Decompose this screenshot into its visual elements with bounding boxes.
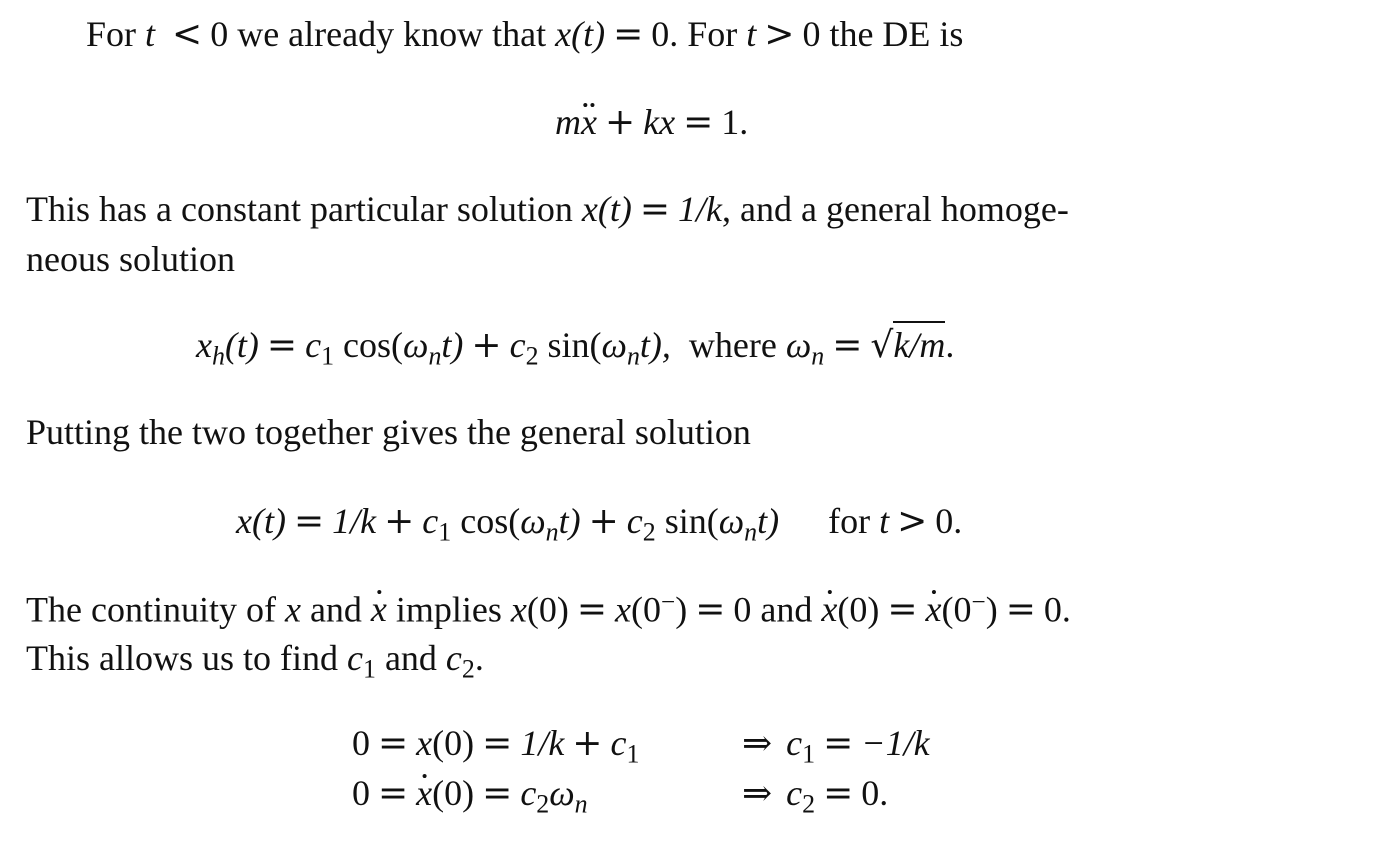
op-eq: = (613, 14, 644, 55)
paren-open: ( (508, 501, 521, 541)
implication-2 (742, 775, 888, 817)
text-b: , and a general homoge- (722, 189, 1069, 229)
sub-n: n (428, 341, 442, 371)
paren-close: ) (675, 589, 688, 630)
var-c1-2: c (786, 723, 803, 763)
var-x: x (555, 14, 572, 54)
text-a: This has a constant particular solution (26, 189, 573, 229)
var-t-2: t (746, 14, 757, 54)
text-and-2: and (384, 638, 437, 678)
var-xdot-2: • x (821, 591, 837, 627)
value: 1/k (332, 501, 377, 541)
var-xdot: • x (416, 775, 432, 811)
text-continuity: The continuity of (26, 589, 276, 630)
paragraph-4-line-1 (26, 589, 1071, 631)
var-omega: ω (403, 325, 429, 365)
var-m: m (555, 102, 581, 142)
sub-1: 1 (321, 341, 335, 371)
op-plus-2: + (588, 501, 619, 542)
paren-t: (t) (224, 325, 259, 365)
text-zero: 0 (210, 14, 229, 54)
var-kx: kx (643, 102, 676, 142)
op-eq-3: = (823, 773, 854, 814)
var-c1: c (610, 723, 627, 763)
var-c1: c (305, 325, 322, 365)
paragraph-2-line-1 (26, 191, 1069, 228)
arrow-2: ⇒ (742, 773, 773, 814)
text-zero-end: 0. For (651, 14, 738, 54)
var-omega-3: ω (785, 325, 812, 365)
op-eq: = (266, 325, 298, 366)
op-eq-2: = (482, 773, 513, 814)
row1-result: −1/k (861, 723, 930, 763)
sup-minus-2: − (971, 589, 986, 616)
op-eq-3: = (887, 589, 918, 631)
text-where: where (688, 325, 777, 365)
equation-3 (236, 503, 962, 545)
row2-lhs: 0 (352, 773, 370, 813)
sub-1: 1 (362, 654, 376, 684)
sub-n-2: n (626, 341, 640, 371)
var-t: t (879, 501, 890, 541)
t-close-2: t) (757, 501, 780, 541)
text-implies: implies (395, 589, 502, 630)
paren-0: (0) (526, 589, 569, 630)
paragraph-4-line-2 (26, 640, 484, 682)
var-omega: ω (549, 773, 575, 813)
rhs: 1. (721, 102, 749, 142)
var-omega-2: ω (718, 501, 745, 541)
var-x: x (416, 723, 433, 763)
equation-1 (555, 104, 748, 141)
var-x-ddot: •• x (581, 104, 597, 140)
text-putting: Putting the two together gives the general solution (26, 412, 751, 452)
sub-n-3: n (811, 341, 825, 371)
text-and: and (309, 589, 362, 630)
var-x: x (236, 501, 252, 541)
func-cos: cos (460, 501, 509, 541)
row2-result: 0. (861, 773, 889, 813)
op-lt: < (172, 14, 203, 55)
text-we-know: we already know that (237, 14, 547, 54)
paren-open: (0 (631, 589, 662, 630)
sub-h: h (211, 341, 225, 371)
op-gt: > (897, 501, 928, 542)
op-plus: + (384, 501, 415, 542)
sub-n-2: n (744, 517, 758, 547)
zero-end: 0. (1043, 589, 1071, 630)
func-sin: sin (664, 501, 707, 541)
paren-0-2: (0) (837, 589, 880, 630)
system-row-1 (352, 725, 639, 767)
op-eq: = (378, 773, 409, 814)
text-for: for (828, 501, 871, 541)
var-t: t (145, 14, 156, 54)
func-cos: cos (343, 325, 392, 365)
row1-lhs: 0 (352, 723, 370, 763)
text-allows: This allows us to find (26, 638, 338, 678)
t-close: t) (441, 325, 464, 365)
sqrt-sign: √ (870, 325, 894, 366)
paren-t: (t) (571, 14, 606, 54)
var-x-3: x (615, 589, 632, 630)
sub-2: 2 (525, 341, 539, 371)
paren-open-2: ( (706, 501, 719, 541)
sup-minus: − (661, 589, 676, 616)
var-omega-2: ω (601, 325, 627, 365)
var-c2: c (626, 501, 643, 541)
var-c2: c (445, 638, 462, 678)
op-eq: = (683, 102, 714, 143)
paren-t: (t) (597, 189, 632, 229)
implication-1 (742, 725, 930, 767)
zero: 0. (935, 501, 963, 541)
var-c2-2: c (786, 773, 803, 813)
paren-close-2: ) (985, 589, 998, 630)
period: . (474, 638, 484, 678)
op-eq-2: = (695, 589, 726, 631)
sub-2: 2 (461, 654, 475, 684)
sub-1: 1 (626, 739, 640, 769)
var-c2: c (509, 325, 526, 365)
paren-0: (0) (432, 723, 475, 763)
sub-2: 2 (642, 517, 656, 547)
paragraph-3 (26, 414, 751, 450)
sub-n: n (574, 789, 588, 819)
paragraph-1 (86, 16, 963, 53)
period: . (945, 325, 955, 365)
var-c1: c (347, 638, 363, 678)
op-eq: = (378, 723, 409, 764)
op-plus: + (572, 723, 603, 764)
op-eq: = (576, 589, 608, 631)
var-omega: ω (520, 501, 546, 541)
sub-1: 1 (438, 517, 452, 547)
radicand: k/m (893, 321, 945, 365)
op-plus: + (604, 102, 636, 143)
var-xdot: • x (371, 591, 387, 627)
zero-and: 0 and (733, 589, 813, 630)
var-xh: x (196, 325, 212, 365)
value: 1/k (678, 189, 722, 229)
op-eq-2: = (482, 723, 513, 764)
var-c2: c (520, 773, 537, 813)
op-eq-3: = (823, 723, 854, 764)
paren-open: ( (391, 325, 404, 365)
op-eq: = (639, 189, 671, 230)
func-sin: sin (547, 325, 590, 365)
sub-2-2: 2 (802, 789, 816, 819)
paragraph-2-line-2 (26, 241, 235, 277)
paren-open-2: ( (589, 325, 602, 365)
op-plus: + (471, 325, 502, 366)
sub-2: 2 (536, 789, 550, 819)
op-eq: = (293, 501, 325, 542)
op-gt: > (764, 14, 795, 55)
paren-t: (t) (251, 501, 286, 541)
sub-1-2: 1 (802, 739, 816, 769)
var-x: x (581, 189, 598, 229)
text-for: For (86, 14, 137, 54)
row1-rhs: 1/k (520, 723, 565, 763)
var-x: x (284, 589, 301, 630)
equation-2 (196, 327, 954, 369)
arrow: ⇒ (742, 723, 773, 764)
var-xdot-3: • x (926, 591, 942, 627)
paren-open-2: (0 (941, 589, 972, 630)
op-eq-4: = (1005, 589, 1036, 631)
var-x-2: x (510, 589, 527, 630)
t-close: t) (558, 501, 581, 541)
text-de-is: 0 the DE is (802, 14, 964, 54)
text-neous: neous solution (26, 239, 236, 279)
system-row-2 (352, 775, 588, 817)
paren-0: (0) (432, 773, 475, 813)
sub-n: n (545, 517, 559, 547)
var-c1: c (422, 501, 439, 541)
t-close-comma: t), (639, 325, 671, 365)
op-eq-2: = (832, 325, 863, 366)
